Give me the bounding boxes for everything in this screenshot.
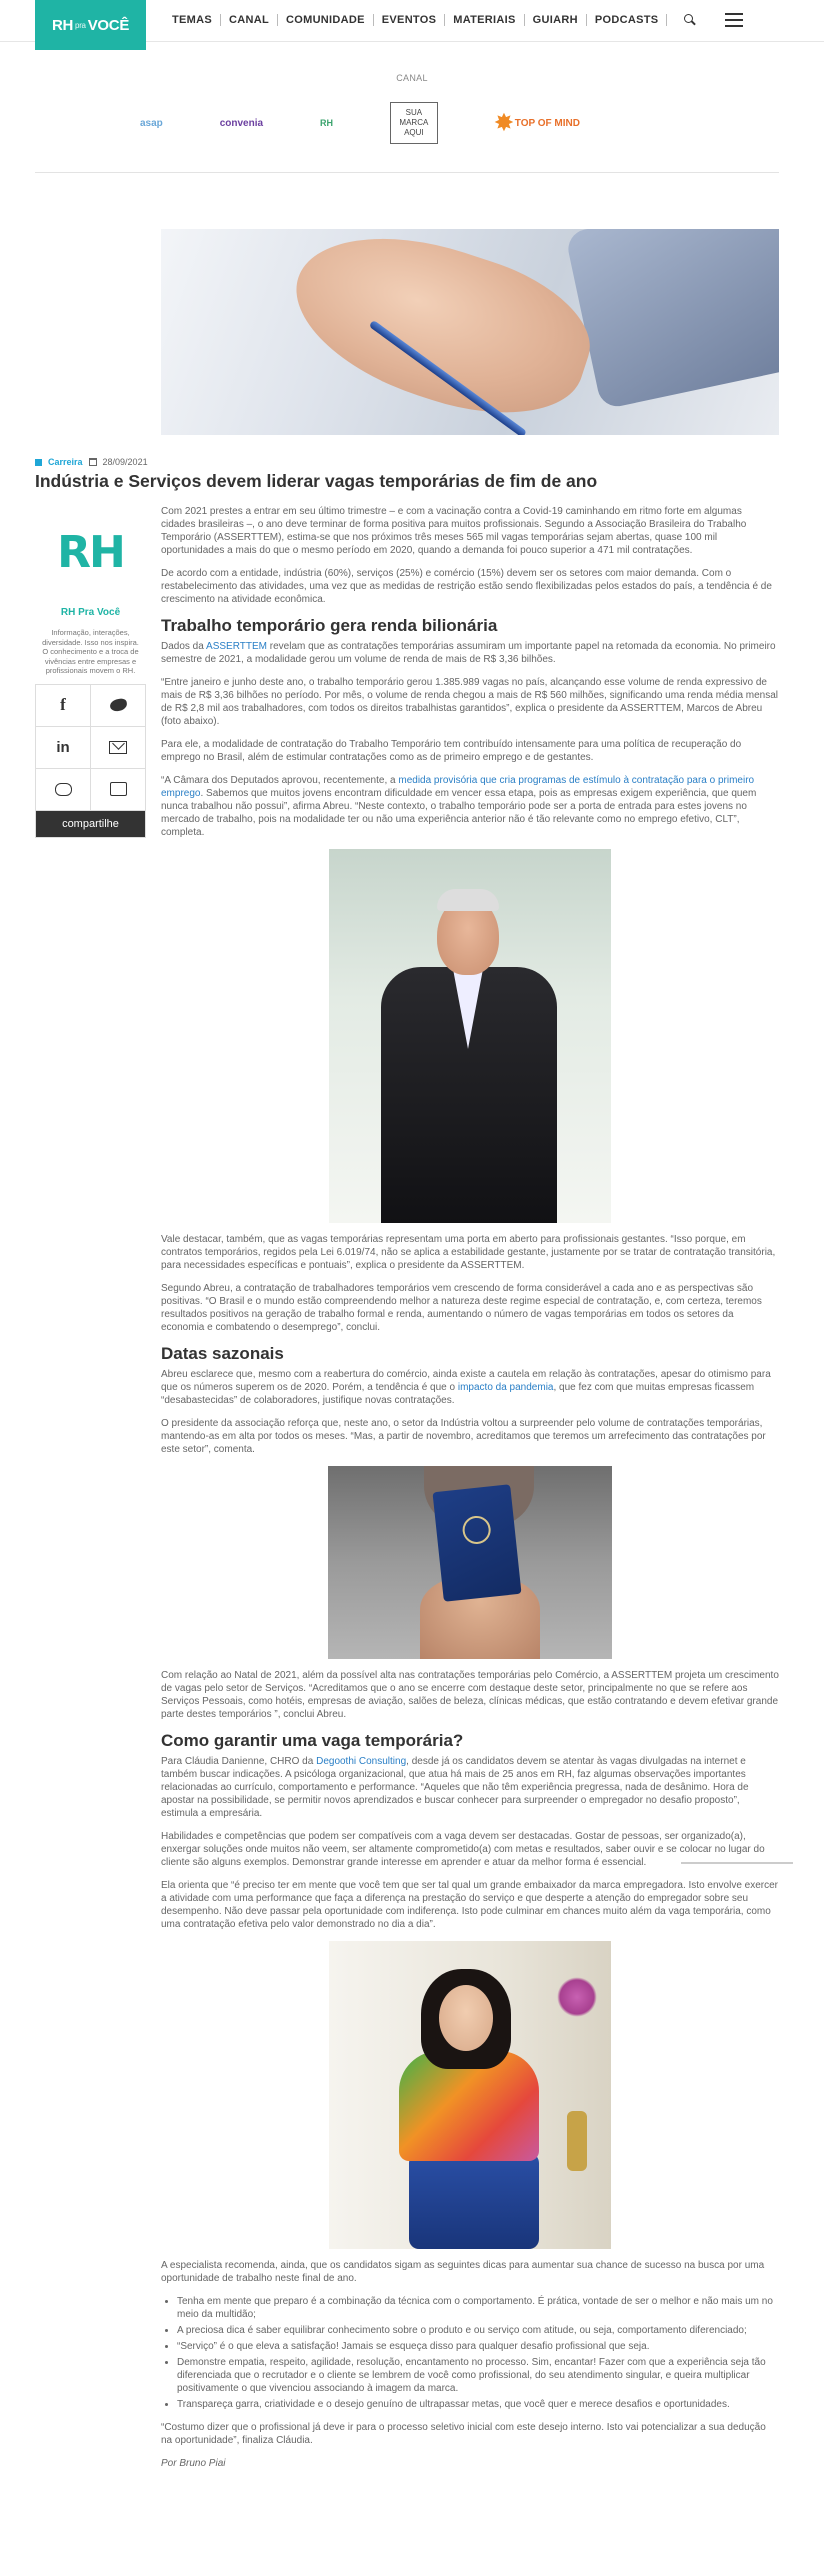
tips-list (177, 2295, 779, 2411)
nav-item-canal[interactable]: CANAL (221, 14, 278, 26)
paragraph: “A Câmara dos Deputados aprovou, recentemente, a medida provisória que cria programas de estímulo à contratação para o primeiro emprego. Sabemos que muitos jovens encontram dificuldade em vencer essa etapa, pois as empresas exigem experiência, que quem nunca trabalhou não possui”, afirma Abreu. “Neste contexto, o trabalho temporário pode ser a porta de entrada para estes jovens no mercado de trabalho, pois na modalidade ter ou não uma experiência anterior não é tão relevante como no emprego efetivo, CLT”, completa. (161, 775, 757, 838)
twitter-icon (108, 695, 128, 715)
paragraph: Segundo Abreu, a contratação de trabalhadores temporários vem crescendo de forma considerável a cada ano e as perspectivas são positivas. “O Brasil e o mundo estão compreendendo melhor a natureza deste regime especial de contratação, e, com certeza, teremos resultados positivos na geração de trabalho formal e renda, aumentando o número de vagas temporárias em todos os setores da economia e combatendo o desemprego”, conclui. (161, 1283, 762, 1333)
section-divider (35, 172, 779, 173)
paragraph: A especialista recomenda, ainda, que os candidatos sigam as seguintes dicas para aumentar sua chance de sucesso na busca por uma oportunidade de trabalho neste final de ano. (161, 2260, 765, 2284)
linkedin-icon: in (56, 738, 70, 756)
logo-text-brand: VOCÊ (87, 16, 130, 34)
paragraph: Com 2021 prestes a entrar em seu último trimestre – e com a vacinação contra a Covid-19 caminhando em ritmo forte em algumas cidades brasileiras –, o ano deve terminar de forma positiva para muitos profissionais. Segundo a Associação Brasileira do Trabalho Temporário (ASSERTTEM), estima-se que nos próximos três meses 565 mil vagas temporárias sejam abertas, quase 100 mil oportunidades a mais do que o mesmo período em 2020, quando a demanda foi pouco superior a 471 mil contratações. (161, 506, 747, 556)
paragraph: Abreu esclarece que, mesmo com a reabertura do comércio, ainda existe a cautela em relação às contratações, apesar do otimismo para que os números superem os de 2020. Porém, a tendência é que o impacto da pandemia, que fez com que muitas empresas ficassem “desabastecidas” de colaboradores, justifique novas contratações. (161, 1369, 771, 1406)
paragraph: Vale destacar, também, que as vagas temporárias representam uma porta em aberto para profissionais gestantes. “Isso porque, em contratos temporários, regidos pela Lei 6.019/74, não se aplica a estabilidade gestante, justamente por se tratar de contratação transitória, para necessidades específicas e pontuais”, explica o presidente da ASSERTTEM. (161, 1234, 776, 1271)
top-navbar (0, 0, 824, 42)
site-logo[interactable] (35, 0, 146, 50)
paragraph: O presidente da associação reforça que, neste ano, o setor da Indústria voltou a surpreender pelo volume de contratações temporárias, mantendo-as em alta por todos os meses. “Mas, a partir de novembro, acreditamos que teremos um arrefecimento das contratações por este setor”, comenta. (161, 1418, 766, 1455)
author-name[interactable]: RH Pra Você (60, 607, 121, 618)
partner-logo-asap[interactable]: asap (140, 117, 163, 129)
nav-item-guiarh[interactable]: GUIARH (525, 14, 587, 26)
hamburger-menu-icon[interactable] (725, 13, 743, 27)
paragraph: “Entre janeiro e junho deste ano, o trabalho temporário gerou 1.385.989 vagas no país, alcançando esse volume de renda expressivo de mais de R$ 3,36 bilhões no período. Por mês, o volume de renda chegou a mais de R$ 560 milhões, significando uma renda média mensal de R$ 2,8 mil aos trabalhadores, com todos os direitos trabalhistas garantidos”, explica o presidente da ASSERTTEM, Marcos de Abreu (foto abaixo). (161, 677, 779, 727)
section-heading: Trabalho temporário gera renda bilionária (161, 616, 498, 635)
paragraph: “Costumo dizer que o profissional já deve ir para o processo seletivo inicial com este desejo interno. Isto vai potencializar a sua dedução na oportunidade”, finaliza Cláudia. (161, 2422, 766, 2446)
category-square-icon (35, 459, 42, 466)
paragraph: Ela orienta que “é preciso ter em mente que você tem que ser tal qual um grande embaixador da marca empregadora. Isto envolve exercer a atividade com uma performance que faça a diferença na prestação do serviço e que desperte a atenção do empregador sobre seu desempenho. Não deve passar pela oportunidade com indiferença. Isto pode culminar em chances muito além da vaga temporária, como uma contratação efetiva pelo valor demonstrado no dia a dia”. (161, 1880, 778, 1930)
share-linkedin[interactable] (36, 727, 91, 768)
logo-text-main: RH (51, 16, 74, 34)
photo-carteira-de-trabalho (328, 1466, 612, 1659)
star-icon: ✸ (494, 109, 514, 135)
email-icon (108, 737, 128, 757)
share-message[interactable] (91, 769, 145, 810)
share-comments[interactable] (36, 769, 91, 810)
link-degoothi-consulting[interactable]: Degoothi Consulting (316, 1756, 407, 1767)
nav-item-materiais[interactable]: MATERIAIS (445, 14, 524, 26)
link-impacto-pandemia[interactable]: impacto da pandemia (457, 1382, 554, 1393)
author-description: Informação, interações, diversidade. Isso nos inspira. O conhecimento e a troca de vivências entre empresas e profissionais movem o RH. (42, 628, 139, 675)
nav-item-comunidade[interactable]: COMUNIDADE (278, 14, 374, 26)
article-category[interactable]: Carreira (48, 457, 83, 467)
comments-icon (53, 779, 73, 799)
photo-marcos-de-abreu (329, 849, 611, 1223)
message-icon (108, 779, 128, 799)
article-author: Por Bruno Piai (161, 2458, 226, 2469)
canal-label: CANAL (396, 73, 428, 83)
hero-image-hand-writing (161, 229, 779, 435)
list-item: • Tenha em mente que preparo é a combinação da técnica com o comportamento. É prática, vontade de ser o melhor e não mais um no meio da multidão; (177, 2295, 779, 2321)
list-item: • Demonstre empatia, respeito, agilidade, resolução, encantamento no processo. Sim, encantar! Fazer com que a experiência seja tão diferenciada que o recrutador e o cliente se lembrem de você como profissional, do seu atendimento singular, e queira multiplicar positivamente o que vivenciou associando à imagem da marca. (177, 2356, 779, 2395)
paragraph: Com relação ao Natal de 2021, além da possível alta nas contratações temporárias pelo Comércio, a ASSERTTEM projeta um crescimento de vagas pelo setor de Serviços. “Acreditamos que o ano se encerre com destaque deste setor, principalmente no que se refere aos Serviços Pessoais, como hotéis, empresas de aviação, salões de beleza, clínicas médicas, que estão contratando e devem efetivar grande parte destes temporários ”, conclui Abreu. (161, 1670, 779, 1720)
partner-logo-rh[interactable]: RH (319, 118, 333, 128)
article-title: Indústria e Serviços devem liderar vagas temporárias de fim de ano (35, 471, 598, 491)
nav-item-temas[interactable]: TEMAS (164, 14, 221, 26)
author-logo: RH (57, 526, 124, 578)
list-item: • “Serviço” é o que eleva a satisfação! Jamais se esqueça disso para qualquer desafio profissional que seja. (177, 2340, 779, 2353)
share-button[interactable]: compartilhe (36, 811, 145, 837)
article-date: 28/09/2021 (102, 457, 148, 467)
article-body (161, 505, 779, 2480)
partner-logo-sua-marca[interactable]: SUA MARCA AQUI (390, 102, 438, 144)
paragraph: Para Cláudia Danienne, CHRO da Degoothi Consulting, desde já os candidatos devem se atentar às vagas divulgadas na internet e também buscar indicações. A psicóloga organizacional, que atua há mais de 25 anos em RH, faz algumas observações importantes relacionadas ao currículo, comportamento e performance. “Aqueles que não têm experiência pregressa, nada de desânimo. Hora de apostar na possibilidade, se permitir novos aprendizados e buscar conhecer para surpreender o empregador no desafio proposto”, estimula a empresária. (161, 1756, 749, 1819)
facebook-icon: f (60, 695, 66, 714)
nav-item-podcasts[interactable]: PODCASTS (587, 14, 668, 26)
photo-claudia-danienne (329, 1941, 611, 2249)
main-nav (164, 0, 743, 40)
section-heading: Como garantir uma vaga temporária? (161, 1731, 464, 1750)
calendar-icon (89, 458, 97, 466)
nav-item-eventos[interactable]: EVENTOS (374, 14, 445, 26)
author-sidebar (35, 527, 146, 838)
partner-logo-top-of-mind[interactable] (494, 109, 580, 135)
share-email[interactable] (91, 727, 145, 768)
scroll-indicator (681, 1862, 793, 1864)
paragraph: Para ele, a modalidade de contratação do Trabalho Temporário tem contribuído intensamente para uma política de recuperação do emprego no Brasil, além de estimular contratações como as de primeiro emprego e de gestantes. (161, 739, 742, 763)
share-twitter[interactable] (91, 685, 145, 726)
article-meta (35, 457, 148, 467)
list-item: • Transpareça garra, criatividade e o desejo genuíno de ultrapassar metas, que você quer e merece desafios e oportunidades. (177, 2398, 779, 2411)
link-medida-provisoria[interactable]: medida provisória que cria programas de estímulo à contratação para o primeiro emprego (161, 775, 755, 799)
paragraph: Habilidades e competências que podem ser compatíveis com a vaga devem ser destacadas. Gostar de pessoas, ser organizado(a), enxergar soluções onde muitos não veem, ser altamente comprometido(a) com metas e resultados, saber ouvir e se colocar no lugar do cliente são alguns exemplos. Demonstrar grande interesse em aprender e atuar da melhor forma é essencial. (161, 1831, 765, 1868)
partner-logo-convenia[interactable]: convenia (219, 117, 264, 129)
paragraph: De acordo com a entidade, indústria (60%), serviços (25%) e comércio (15%) devem ser os setores com maior demanda. Com o restabelecimento das atividades, uma vez que as medidas de restrição estão sendo flexibilizadas pelos estados do país, a tendência é de crescimento na atividade econômica. (161, 568, 772, 605)
paragraph: Dados da ASSERTTEM revelam que as contratações temporárias assumiram um importante papel na retomada da economia. No primeiro semestre de 2021, a modalidade gerou um volume de renda de mais de R$ 3,36 bilhões. (161, 641, 776, 665)
logo-text-small: pra (75, 20, 86, 30)
link-asserttem[interactable]: ASSERTTEM (206, 641, 267, 652)
partner-top-text: TOP OF MIND (514, 117, 580, 129)
share-facebook[interactable] (36, 685, 91, 726)
partner-logos (140, 100, 580, 146)
section-heading: Datas sazonais (161, 1344, 284, 1363)
share-box (35, 684, 146, 838)
list-item: • A preciosa dica é saber equilibrar conhecimento sobre o produto e ou serviço com atitude, ou seja, comportamento diferenciado; (177, 2324, 779, 2337)
search-icon[interactable] (681, 11, 699, 29)
